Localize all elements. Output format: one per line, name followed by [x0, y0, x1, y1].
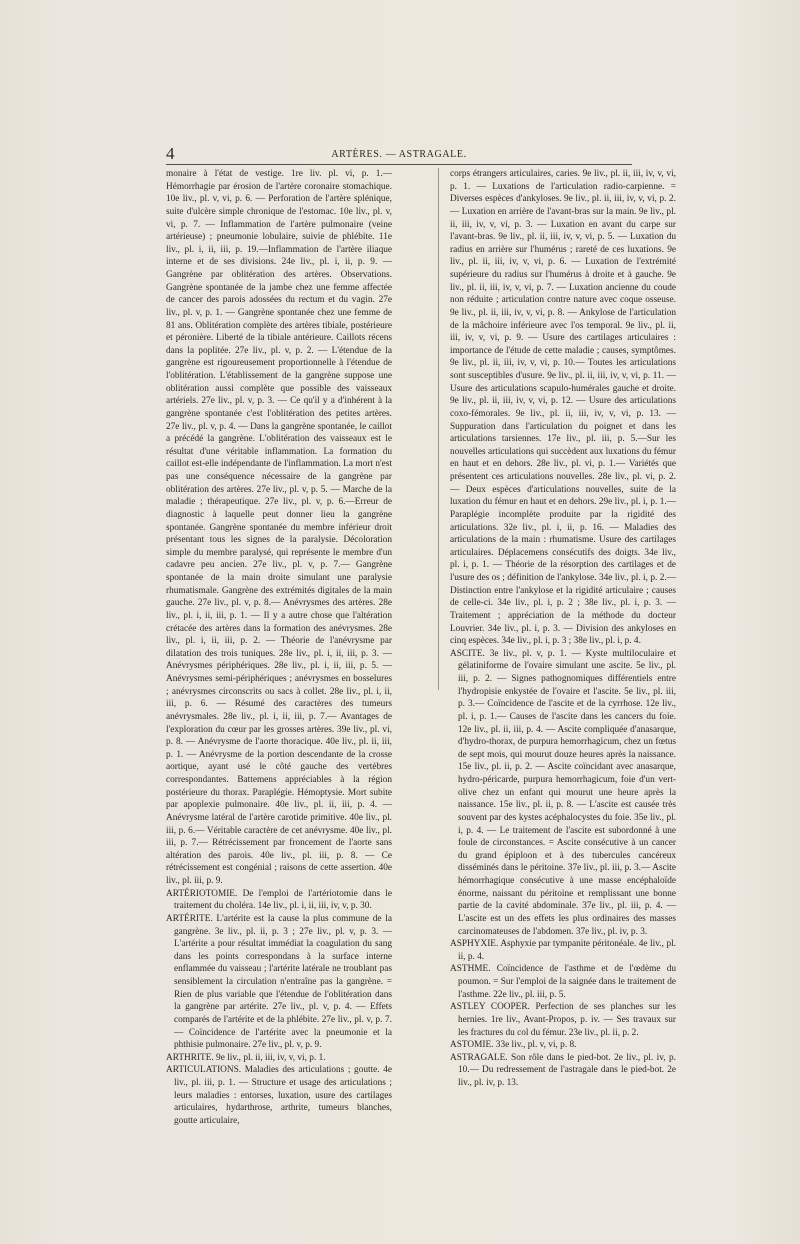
- entry-articulations: ARTICULATIONS. Maladies des articulations ; goutte. 4e liv., pl. iii, p. 1. — Structure et usage des articulations ; leurs maladies : entorses, luxation, usure des cartilages articulaires, hydarthrose, arthrite, tumeurs blanches, goutte articulaire,: [166, 1065, 392, 1126]
- right-continuation: corps étrangers articulaires, caries. 9e liv., pl. ii, iii, iv, v, vi, p. 1. — Luxations de l'articulation radio-carpienne. = Diverses espèces d'ankyloses. 9e liv., pl. ii, iii, iv, v, vi, p. 2. — Luxation en arrière de l'avant-bras sur la main. 9e liv., pl. ii, iii, iv, v, vi, p. 3. — Luxation en avant du carpe sur l'avant-bras. 9e liv., pl. ii, iii, iv, v, vi, p. 5. — Luxation du radius en arrière sur l'humérus ; rareté de ces luxations. 9e liv., pl. ii, iii, iv, v, vi, p. 6. — Luxation de l'extrémité supérieure du radius sur l'humérus à droite et à gauche. 9e liv., pl. ii, iii, iv, v, vi, p. 7. — Luxation ancienne du coude non réduite ; articulation contre nature avec coque osseuse. 9e liv., pl. ii, iii, iv, v, vi, p. 8. — Ankylose de l'articulation de la mâchoire inférieure avec l'os temporal. 9e liv., pl. ii, iii, iv, v, vi, p. 9. — Usure des cartilages articulaires : importance de l'étude de cette maladie ; causes, symptômes. 9e liv., pl. ii, iii, iv, v, vi, p. 10.— Toutes les articulations sont susceptibles d'usure. 9e liv., pl. ii, iii, iv, v, vi, p. 11. — Usure des articulations scapulo-humérales gauche et droite. 9e liv., pl. ii, iii, iv, v, vi, p. 12. — Usure des articulations coxo-fémorales. 9e liv., pl. ii, iii, iv, v, vi, p. 13. — Suppuration dans l'articulation du poignet et dans les articulations tarsiennes. 17e liv., pl. iii, p. 5.—Sur les nouvelles articulations qui succèdent aux luxations du fémur en haut et en dehors. 28e liv., pl. vi, p. 1.— Variétés que présentent ces articulations nouvelles. 28e liv., pl. vi, p. 2. — Deux espèces d'articulations nouvelles, suite de la luxation du fémur en haut et en dehors. 29e liv., pl. i, p. 1.— Paraplégie incomplète produite par la rigidité des articulations. 32e liv., pl. i, ii, p. 16. — Maladies des articulations de la main : rhumatisme. Usure des cartilages articulaires. Déplacemens consécutifs des doigts. 34e liv., pl. i, p. 1. — Théorie de la résorption des cartilages et de l'usure des os ; définition de l'ankylose. 34e liv., pl. i, p. 2.— Distinction entre l'ankylose et la rigidité articulaire ; causes de celle-ci. 34e liv., pl. i, p. 2 ; 38e liv., pl. i, p. 3. — Traitement ; appréciation de la méthode du docteur Louvrier. 34e liv., pl. i, p. 3. — Division des ankyloses en cinq espèces. 34e liv., pl. i, p. 3 ; 38e liv., pl. i, p. 4.: [450, 169, 676, 647]
- entry-arthrite: ARTHRITE. 9e liv., pl. ii, iii, iv, v, vi, p. 1.: [166, 1052, 326, 1063]
- page-number: 4: [166, 144, 175, 163]
- entry-astragale: ASTRAGALE. Son rôle dans le pied-bot. 2e liv., pl. iv, p. 10.— Du redressement de l'astragale dans le pied-bot. 2e liv., pl. iv, p. 13.: [450, 1052, 676, 1088]
- entry-asthme: ASTHME. Coïncidence de l'asthme et de l'œdème du poumon. = Sur l'emploi de la saignée dans le traitement de l'asthme. 22e liv., pl. iii, p. 5.: [450, 964, 676, 1000]
- entry-astley-cooper: ASTLEY COOPER. Perfection de ses planches sur les hernies. 1re liv., Avant-Propos, p. iv. — Ses travaux sur les fractures du col du fémur. 23e liv., pl. ii, p. 2.: [450, 1002, 676, 1038]
- column-divider: [438, 168, 439, 690]
- left-column: [166, 168, 392, 1228]
- entry-arteriotomie: ARTÉRIOTOMIE. De l'emploi de l'artériotomie dans le traitement du choléra. 14e liv., pl. i, ii, iii, iv, v, p. 30.: [166, 888, 392, 912]
- entry-arterite: ARTÉRITE. L'artérite est la cause la plus commune de la gangrène. 3e liv., pl. ii, p. 3 ; 27e liv., pl. v, p. 3. — L'artérite a pour résultat immédiat la coagulation du sang dans les points correspondans à la surface interne enflammée du vaisseau ; l'artérite latérale ne troublant pas sensiblement la circulation n'entraîne pas la gangrène. = Rien de plus variable que l'étendue de l'oblitération dans la gangrène par artérite. 27e liv., pl. v, p. 4. — Effets comparés de l'artérite et de la phlébite. 27e liv., pl. v, p. 7. — Coïncidence de l'artérite avec la pneumonie et la phthisie pulmonaire. 27e liv., pl. v, p. 9.: [166, 913, 392, 1051]
- entry-astomie: ASTOMIE. 33e liv., pl. v, vi, p. 8.: [450, 1040, 577, 1051]
- entry-asphyxie: ASPHYXIE. Asphyxie par tympanite péritonéale. 4e liv., pl. ii, p. 4.: [450, 939, 676, 962]
- right-column: [450, 168, 676, 1228]
- page-header: [166, 145, 632, 165]
- left-continuation: monaire à l'état de vestige. 1re liv. pl. vi, p. 1.—Hémorrhagie par érosion de l'artère coronaire stomachique. 10e liv., pl. v, vi, p. 6. — Perforation de l'artère splénique, suite d'ulcère simple chronique de l'estomac. 10e liv., pl. v, vi, p. 7. — Inflammation de l'artère pulmonaire (veine artérieuse) ; pneumonie lobulaire, suivie de phlébite. 11e liv., pl. i, ii, iii, p. 19.—Inflammation de l'artère iliaque interne et de ses divisions. 24e liv., pl. i, ii, p. 9. — Gangrène par oblitération des artères. Observations. Gangrène spontanée de la jambe chez une femme affectée de cancer des parois adossées du rectum et du vagin. 27e liv., pl. v, p. 1. — Gangrène spontanée chez une femme de 81 ans. Oblitération complète des artères tibiale, postérieure et péronière. Liberté de la tibiale antérieure. Caillots récens dans la poplitée. 27e liv., pl. v, p. 2. — L'étendue de la gangrène est rigoureusement proportionnelle à l'étendue de l'oblitération. L'établissement de la gangrène suppose une oblitération aussi complète que possible des vaisseaux artériels. 27e liv., pl. v, p. 3. — Ce qu'il y a d'inhérent à la gangrène spontanée c'est l'oblitération des petites artères. 27e liv., pl. v, p. 4. — Dans la gangrène spontanée, le caillot a précédé la gangrène. L'oblitération des vaisseaux est le résultat d'une véritable inflammation. La formation du caillot est-elle indépendante de l'inflammation. La mort n'est pas une conséquence nécessaire de la gangrène par oblitération des artères. 27e liv., pl. v, p. 5. — Marche de la maladie ; thérapeutique. 27e liv., pl. v, p. 6.—Erreur de diagnostic à laquelle peut donner lieu la gangrène spontanée. Gangrène spontanée du membre inférieur droit présentant tous les signes de la paralysie. Décoloration simple du membre paralysé, qui représente le membre d'un cadavre peu ancien. 27e liv., pl. v, p. 7.— Gangrène spontanée de la main droite simulant une paralysie rhumatismale. Gangrène des extrémités digitales de la main gauche. 27e liv., pl. v, p. 8.— Anévrysmes des artères. 28e liv., pl. i, ii, iii, p. 1. — Il y a autre chose que l'altération crétacée des artères dans la formation des anévrysmes. 28e liv., pl. i, ii, iii, p. 2. — Théorie de l'anévrysme par dilatation des trois tuniques. 28e liv., pl. i, ii, iii, p. 3. — Anévrysmes périphériques. 28e liv., pl. i, ii, iii, p. 5. — Anévrysmes semi-périphériques ; anévrysmes en bosselures ; anévrysmes circonscrits ou sacs à collet. 28e liv., pl. i, ii, iii, p. 6. — Résumé des caractères des tumeurs anévrysmales. 28e liv., pl. i, ii, iii, p. 7.— Avantages de l'exploration du cœur par les grosses artères. 39e liv., pl. vi, p. 8. — Anévrysme de l'aorte thoracique. 40e liv., pl. ii, iii, p. 1. — Anévrysme de la portion descendante de la crosse aortique, ayant usé le côté gauche des vertèbres correspondantes. Battemens appréciables à la région postérieure du thorax. Paraplégie. Hémoptysie. Mort subite par apoplexie pulmonaire. 40e liv., pl. ii, iii, p. 4. — Anévrysme latéral de l'artère carotide primitive. 40e liv., pl. iii, p. 6.— Véritable caractère de cet anévrysme. 40e liv., pl. iii, p. 7.— Rétrécissement par froncement de l'aorte sans altération des parois. 40e liv., pl. iii, p. 8. — Ce rétrécissement est congénial ; raisons de cette assertion. 40e liv., pl. iii, p. 9.: [166, 169, 392, 886]
- running-head: ARTÈRES. — ASTRAGALE.: [331, 149, 467, 160]
- header-rule: [166, 164, 632, 165]
- entry-ascite: ASCITE. 3e liv., pl. v, p. 1. — Kyste multiloculaire et gélatiniforme de l'ovaire simulant une ascite. 5e liv., pl. iii, p. 2. — Signes pathognomiques différentiels entre l'hydropisie enkystée de l'ovaire et l'ascite. 5e liv., pl. iii, p. 3.— Coïncidence de l'ascite et de la cyrrhose. 12e liv., pl. i, p. 1.— Causes de l'ascite dans les cancers du foie. 12e liv., pl. ii, iii, p. 4. — Ascite compliquée d'anasarque, d'hydro-thorax, de purpura hemorrhagicum, chez un fœtus de sept mois, qui mourut douze heures après la naissance. 15e liv., pl. ii, p. 2. — Ascite coïncidant avec anasarque, hydro-péricarde, purpura hemorrhagicum, foie d'un vert-olive chez un enfant qui mourut une heure après la naissance. 15e liv., pl. ii, p. 8. — L'ascite est causée très souvent par des kystes acéphalocystes du foie. 35e liv., pl. i, p. 4. — Le traitement de l'ascite est subordonné à une foule de circonstances. = Ascite consécutive à un cancer du grand épiploon et à des tubercules cancéreux disséminés dans le péritoine. 37e liv., pl. iii, p. 3.— Ascite hémorrhagique consécutive à une masse encéphaloïde énorme, naissant du péritoine et remplissant une bonne partie de la cavité abdominale. 37e liv., pl. iii, p. 4. — L'ascite est un des effets les plus ordinaires des masses carcinomateuses de l'abdomen. 37e liv., pl. iv, p. 3.: [450, 648, 676, 937]
